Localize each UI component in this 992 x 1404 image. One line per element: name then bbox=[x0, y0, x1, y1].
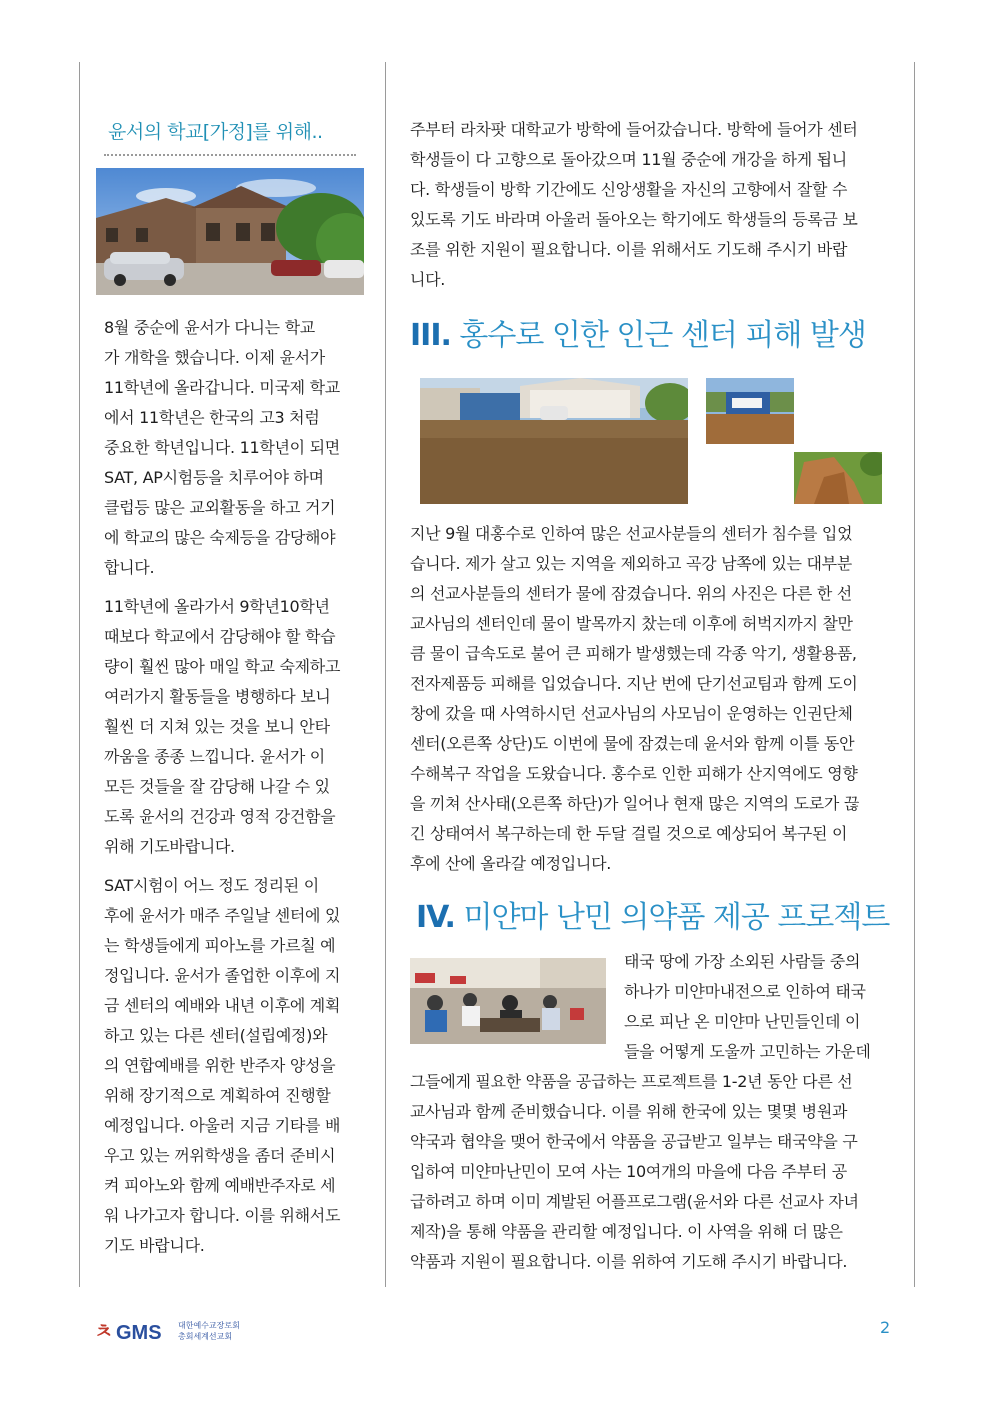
text-line: 창에 갔을 때 사역하시던 선교사님의 사모님이 운영하는 인권단체 bbox=[410, 704, 853, 723]
text-line: 그들에게 필요한 약품을 공급하는 프로젝트를 1-2년 동안 다른 선 bbox=[410, 1072, 853, 1091]
left-paragraph-2 bbox=[104, 592, 340, 862]
text-line: 후에 산에 올라갈 예정입니다. bbox=[410, 854, 612, 873]
text-line: SAT, AP시험등을 치루어야 하며 bbox=[104, 468, 324, 487]
text-line: 예정입니다. 아울러 지금 기타를 배 bbox=[104, 1116, 341, 1135]
text-line: 급하려고 하며 이미 계발된 어플프로그램(윤서와 다른 선교사 자녀 bbox=[410, 1192, 859, 1211]
text-line: 긴 상태여서 복구하는데 한 두달 걸릴 것으로 예상되어 복구된 이 bbox=[410, 824, 848, 843]
gms-logo bbox=[94, 1318, 284, 1344]
text-line: 입하여 미얀마난민이 모여 사는 10여개의 마을에 다음 주부터 공 bbox=[410, 1162, 847, 1181]
logo-text: GMS bbox=[116, 1322, 162, 1344]
text-line: 전자제품등 피해를 입었습니다. 지난 번에 단기선교팀과 함께 도이 bbox=[410, 674, 858, 693]
right-border-line bbox=[914, 62, 915, 1287]
text-line: 는 학생들에게 피아노를 가르칠 예 bbox=[104, 936, 336, 955]
text-line: 조를 위한 지원이 필요합니다. 이를 위해서도 기도해 주시기 바랍 bbox=[410, 240, 848, 259]
left-paragraph-3 bbox=[104, 871, 340, 1261]
logo-subtitle-2: 총회세계선교회 bbox=[178, 1332, 233, 1341]
left-paragraph-1 bbox=[104, 313, 340, 583]
text-line: 가 개학을 했습니다. 이제 윤서가 bbox=[104, 348, 325, 367]
text-line: 있도록 기도 바라며 아울러 돌아오는 학기에도 학생들의 등록금 보 bbox=[410, 210, 858, 229]
text-line: 11학년에 올라갑니다. 미국제 학교 bbox=[104, 378, 340, 397]
text-line: 으로 피난 온 미얀마 난민들인데 이 bbox=[624, 1012, 861, 1031]
text-line: 까움을 종종 느낍니다. 윤서가 이 bbox=[104, 747, 325, 766]
text-line: 지난 9월 대홍수로 인하여 많은 선교사분들의 센터가 침수를 입었 bbox=[410, 524, 853, 543]
text-line: 다. 학생들이 방학 기간에도 신앙생활을 자신의 고향에서 잘할 수 bbox=[410, 180, 848, 199]
text-line: 수해복구 작업을 도왔습니다. 홍수로 인한 피해가 산지역에도 영향 bbox=[410, 764, 858, 783]
text-line: 약국과 협약을 맺어 한국에서 약품을 공급받고 일부는 태국약을 구 bbox=[410, 1132, 858, 1151]
page-number: 2 bbox=[880, 1318, 891, 1337]
text-line: 센터(오른쪽 상단)도 이번에 물에 잠겼는데 윤서와 함께 이틀 동안 bbox=[410, 734, 855, 753]
text-line: 태국 땅에 가장 소외된 사람들 중의 bbox=[624, 952, 861, 971]
logo-subtitle-1: 대한예수교장로회 bbox=[178, 1321, 240, 1330]
title-dotted-divider bbox=[104, 154, 356, 156]
sidebar-title: 윤서의 학교[가정]를 위해.. bbox=[108, 121, 323, 143]
text-line: 의 선교사분들의 센터가 물에 잠겼습니다. 위의 사진은 다른 한 선 bbox=[410, 584, 852, 603]
text-line: 위해 장기적으로 계획하여 진행할 bbox=[104, 1086, 331, 1105]
text-line: 량이 훨씬 많아 매일 학교 숙제하고 bbox=[104, 657, 341, 676]
text-line: 기도 바랍니다. bbox=[104, 1236, 205, 1255]
section-3-heading bbox=[410, 310, 866, 354]
landslide-photo bbox=[794, 452, 882, 504]
text-line: 위해 기도바랍니다. bbox=[104, 837, 235, 856]
text-line: SAT시험이 어느 정도 정리된 이 bbox=[104, 876, 319, 895]
section-4-title: 미얀마 난민 의약품 제공 프로젝트 bbox=[454, 900, 890, 935]
text-line: 합니다. bbox=[104, 558, 155, 577]
text-line: 약품과 지원이 필요합니다. 이를 위하여 기도해 주시기 바랍니다. bbox=[410, 1252, 848, 1271]
text-line: 습니다. 제가 살고 있는 지역을 제외하고 곡강 남쪽에 있는 대부분 bbox=[410, 554, 852, 573]
text-line: 을 끼쳐 산사태(오른쪽 하단)가 일어나 현재 많은 지역의 도로가 끊 bbox=[410, 794, 860, 813]
text-line: 때보다 학교에서 감당해야 할 학습 bbox=[104, 627, 336, 646]
text-line: 8월 중순에 윤서가 다니는 학교 bbox=[104, 318, 315, 337]
text-line: 제작)을 통해 약품을 관리할 예정입니다. 이 사역을 위해 더 많은 bbox=[410, 1222, 843, 1241]
text-line: 워 나가고자 합니다. 이를 위해서도 bbox=[104, 1206, 341, 1225]
human-rights-center-flood-photo bbox=[706, 378, 794, 444]
text-line: 하고 있는 다른 센터(설립예정)와 bbox=[104, 1026, 328, 1045]
text-line: 클럽등 많은 교외활동을 하고 거기 bbox=[104, 498, 336, 517]
section-4-heading bbox=[416, 892, 889, 936]
text-line: 모든 것들을 잘 감당해 나갈 수 있 bbox=[104, 777, 330, 796]
text-line: 켜 피아노와 함께 예배반주자로 세 bbox=[104, 1176, 336, 1195]
text-line: 도록 윤서의 건강과 영적 강건함을 bbox=[104, 807, 336, 826]
text-line: 우고 있는 꺼위학생을 좀더 준비시 bbox=[104, 1146, 336, 1165]
text-line: 큼 물이 급속도로 불어 큰 피해가 발생했는데 각종 악기, 생활용품, bbox=[410, 644, 857, 663]
section-4-body-beside-photo bbox=[624, 947, 870, 1067]
text-line: 중요한 학년입니다. 11학년이 되면 bbox=[104, 438, 340, 457]
text-line: 교사님과 함께 준비했습니다. 이를 위해 한국에 있는 몇몇 병원과 bbox=[410, 1102, 848, 1121]
school-photo bbox=[96, 168, 364, 295]
section-4-number: IV. bbox=[416, 900, 455, 935]
text-line: 후에 윤서가 매주 주일날 센터에 있 bbox=[104, 906, 341, 925]
intro-paragraph bbox=[410, 115, 858, 295]
text-line: 들을 어떻게 도울까 고민하는 가운데 bbox=[624, 1042, 871, 1061]
refugee-meeting-photo bbox=[410, 958, 606, 1044]
column-divider-line bbox=[385, 62, 386, 1287]
svg-text:ㅊ: ㅊ bbox=[94, 1319, 114, 1343]
text-line: 11학년에 올라가서 9학년10학년 bbox=[104, 597, 330, 616]
text-line: 에 학교의 많은 숙제등을 감당해야 bbox=[104, 528, 336, 547]
text-line: 에서 11학년은 한국의 고3 처럼 bbox=[104, 408, 320, 427]
flooded-center-photo bbox=[420, 378, 688, 504]
left-border-line bbox=[79, 62, 80, 1287]
text-line: 정입니다. 윤서가 졸업한 이후에 지 bbox=[104, 966, 341, 985]
text-line: 교사님의 센터인데 물이 발목까지 찼는데 이후에 허벅지까지 찰만 bbox=[410, 614, 853, 633]
text-line: 여러가지 활동들을 병행하다 보니 bbox=[104, 687, 331, 706]
section-3-number: III. bbox=[410, 318, 451, 353]
text-line: 니다. bbox=[410, 270, 446, 289]
text-line: 훨씬 더 지쳐 있는 것을 보니 안타 bbox=[104, 717, 330, 736]
text-line: 의 연합예배를 위한 반주자 양성을 bbox=[104, 1056, 336, 1075]
text-line: 학생들이 다 고향으로 돌아갔으며 11월 중순에 개강을 하게 됩니 bbox=[410, 150, 847, 169]
text-line: 금 센터의 예배와 내년 이후에 계획 bbox=[104, 996, 341, 1015]
text-line: 주부터 라차팟 대학교가 방학에 들어갔습니다. 방학에 들어가 센터 bbox=[410, 120, 858, 139]
section-3-body bbox=[410, 519, 859, 879]
section-3-title: 홍수로 인한 인근 센터 피해 발생 bbox=[450, 318, 866, 353]
text-line: 하나가 미얀마내전으로 인하여 태국 bbox=[624, 982, 866, 1001]
section-4-body bbox=[410, 1067, 859, 1277]
